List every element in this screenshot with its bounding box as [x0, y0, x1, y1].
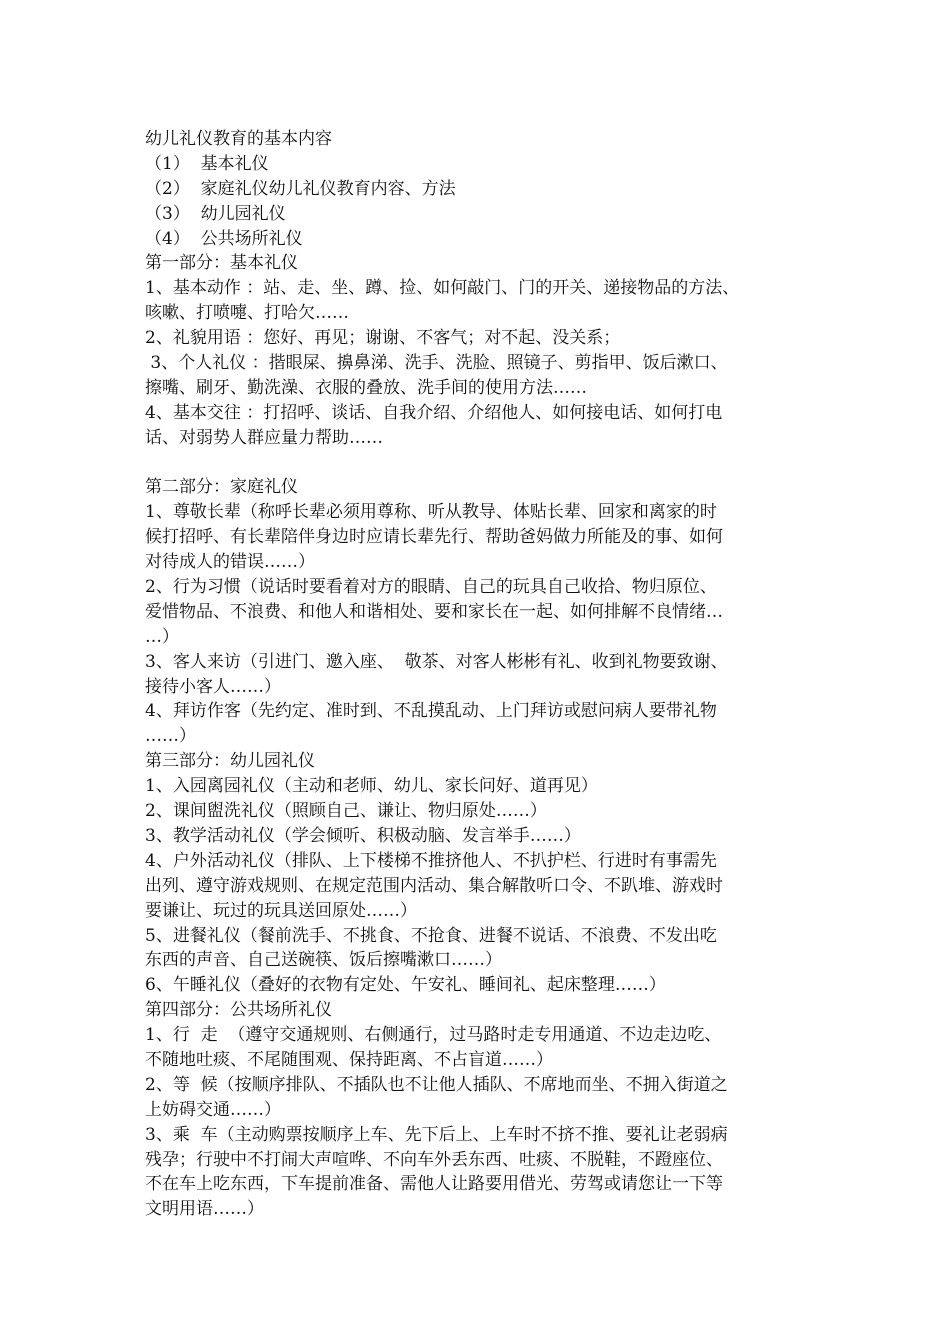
text-line: 1、行 走 （遵守交通规则、右侧通行，过马路时走专用通道、不边走边吃、: [145, 1025, 722, 1046]
text-line: 2、礼貌用语 ：您好、再见；谢谢、不客气；对不起、没关系；: [145, 328, 621, 349]
text-line: 残孕；行驶中不打闹大声喧哗、不向车外丢东西、吐痰、不脱鞋，不蹬座位、: [145, 1149, 723, 1170]
text-line: 3、教学活动礼仪（学会倾听、积极动脑、发言举手……）: [145, 825, 581, 846]
text-line: 1、尊敬长辈（称呼长辈必须用尊称、听从教导、体贴长辈、回家和离家的时: [145, 502, 717, 523]
text-line: 4、户外活动礼仪（排队、上下楼梯不推挤他人、不扒护栏、行进时有事需先: [145, 850, 717, 871]
text-line: 2、等 候（按顺序排队、不插队也不让他人插队、不席地而坐、不拥入街道之: [145, 1074, 728, 1095]
text-line: 不在车上吃东西，下车提前准备、需他人让路要用借光、劳驾或请您让一下等: [145, 1174, 723, 1195]
text-line: 2、课间盥洗礼仪（照顾自己、谦让、物归原处……）: [145, 801, 547, 822]
text-line: 3、个人礼仪 ：揩眼屎、擤鼻涕、洗手、洗脸、照镜子、剪指甲、饭后漱口、: [145, 353, 728, 374]
text-line: 要谦让、玩过的玩具送回原处……）: [145, 900, 417, 921]
toc-item-3: （3） 幼儿园礼仪: [145, 203, 286, 224]
text-line: ……）: [145, 726, 196, 747]
text-line: 咳嗽、打喷嚏、打哈欠……: [145, 303, 349, 324]
blank-line: [145, 451, 815, 476]
toc-item-1: （1） 基本礼仪: [145, 153, 269, 174]
text-line: 接待小客人……）: [145, 676, 281, 697]
text-line: 6、午睡礼仪（叠好的衣物有定处、午安礼、睡间礼、起床整理……）: [145, 975, 666, 996]
section-heading-3: 第三部分：幼儿园礼仪: [145, 751, 315, 772]
text-line: 爱惜物品、不浪费、和他人和谐相处、要和家长在一起、如何排解不良情绪…: [145, 601, 723, 622]
text-line: 候打招呼、有长辈陪伴身边时应请长辈先行、帮助爸妈做力所能及的事、如何: [145, 527, 723, 548]
text-line: 东西的声音、自己送碗筷、饭后擦嘴漱口……）: [145, 950, 502, 971]
text-line: 3、客人来访（引进门、邀入座、 敬茶、对客人彬彬有礼、收到礼物要致谢、: [145, 651, 728, 672]
text-line: 话、对弱势人群应量力帮助……: [145, 427, 383, 448]
section-heading-4: 第四部分：公共场所礼仪: [145, 1000, 332, 1021]
text-line: 出列、遵守游戏规则、在规定范围内活动、集合解散听口令、不趴堆、游戏时: [145, 875, 723, 896]
text-line: 2、行为习惯（说话时要看着对方的眼睛、自己的玩具自己收拾、物归原位、: [145, 577, 717, 598]
text-line: 3、乘 车（主动购票按顺序上车、先下后上、上车时不挤不推、要礼让老弱病: [145, 1124, 728, 1145]
doc-title: 幼儿礼仪教育的基本内容: [145, 129, 332, 149]
section-heading-1: 第一部分：基本礼仪: [145, 253, 298, 274]
text-line: 不随地吐痰、不尾随围观、保持距离、不占盲道……）: [145, 1049, 553, 1070]
text-line: 5、进餐礼仪（餐前洗手、不挑食、不抢食、进餐不说话、不浪费、不发出吃: [145, 925, 717, 946]
document-page: [145, 127, 815, 1222]
text-line: 擦嘴、刷牙、勤洗澡、衣服的叠放、洗手间的使用方法……: [145, 377, 587, 398]
text-line: 4、拜访作客（先约定、准时到、不乱摸乱动、上门拜访或慰问病人要带礼物: [145, 701, 717, 722]
text-line: 上妨碍交通……）: [145, 1099, 281, 1120]
toc-item-4: （4） 公共场所礼仪: [145, 228, 303, 249]
text-line: 1、入园离园礼仪（主动和老师、幼儿、家长问好、道再见）: [145, 776, 598, 797]
text-line: 1、基本动作 ：站、走、坐、蹲、捡、如何敲门、门的开关、递接物品的方法、: [145, 278, 740, 299]
text-line: 文明用语……）: [145, 1199, 264, 1220]
text-line: 4、基本交往 ：打招呼、谈话、自我介绍、介绍他人、如何接电话、如何打电: [145, 402, 723, 423]
text-line: 对待成人的错误……）: [145, 552, 315, 573]
section-heading-2: 第二部分：家庭礼仪: [145, 477, 298, 498]
toc-item-2: （2） 家庭礼仪幼儿礼仪教育内容、方法: [145, 178, 456, 199]
text-line: …）: [145, 626, 179, 647]
